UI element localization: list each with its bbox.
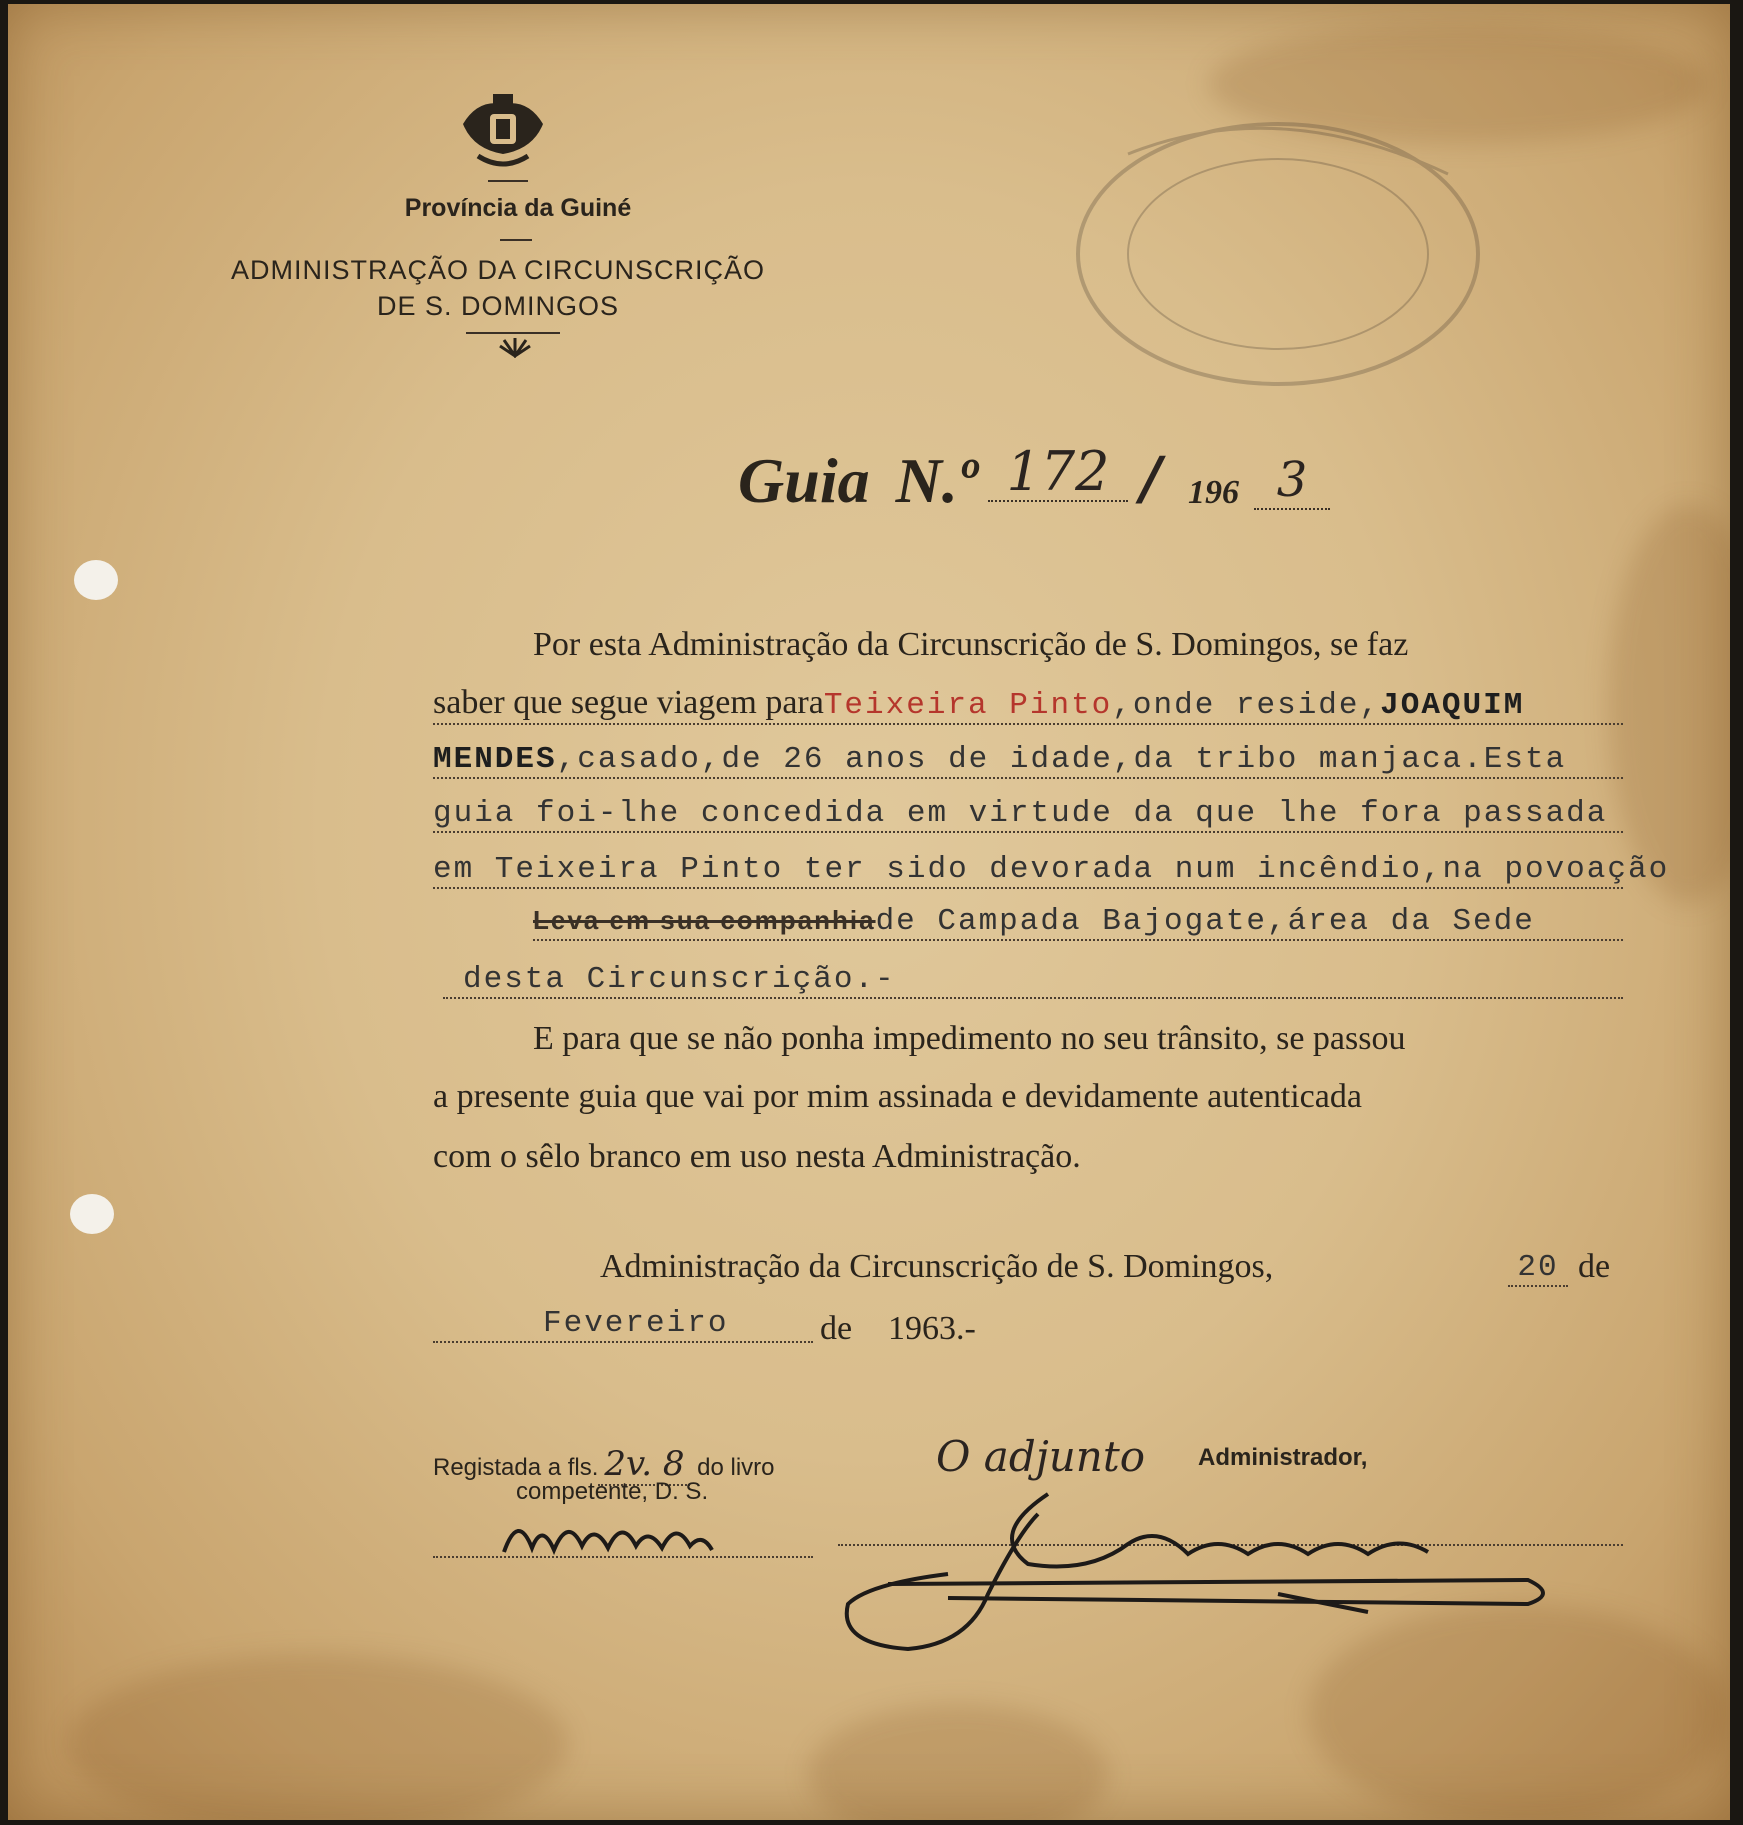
signature-title-printed: Administrador, <box>1198 1444 1368 1471</box>
guia-year-suffix: 3 <box>1254 452 1330 510</box>
body-line-3 <box>433 742 1623 779</box>
body-line-10: com o sêlo branco em uso nesta Administração. <box>433 1138 1081 1175</box>
registry-initials: D. S. <box>654 1478 709 1505</box>
registry-signature <box>498 1502 718 1566</box>
administration-line-1: ADMINISTRAÇÃO DA CIRCUNSCRIÇÃO <box>230 255 766 285</box>
punch-hole <box>70 1194 114 1234</box>
punch-hole <box>74 560 118 600</box>
destination-field: Teixeira Pinto <box>823 688 1113 723</box>
registry-text-3: competente, <box>516 1478 649 1505</box>
divider <box>488 180 528 182</box>
body-line-6 <box>533 904 1623 941</box>
registry-text-1: Registada a fls. <box>433 1454 599 1481</box>
date-year: 1963.- <box>888 1310 976 1347</box>
stain <box>808 1704 1108 1820</box>
faint-stamp <box>1048 94 1508 394</box>
signature-title-handwritten: O adjunto <box>936 1432 1145 1481</box>
registry-folio: 2v. 8 <box>598 1444 690 1486</box>
date-de-2: de <box>820 1310 853 1347</box>
document-paper <box>8 4 1730 1820</box>
body-line-1: Por esta Administração da Circunscrição de S. Domingos, se faz <box>533 626 1409 663</box>
body-line-2 <box>433 684 1623 725</box>
person-name-last: MENDES <box>433 742 557 777</box>
administration-line-2: DE S. DOMINGOS <box>376 291 620 321</box>
struck-text: Leva em sua companhia <box>533 905 876 935</box>
ornament-icon <box>498 336 532 358</box>
body-line-2-rest: ,onde reside, <box>1112 688 1381 723</box>
body-line-7: desta Circunscrição.- <box>443 962 1623 999</box>
body-line-3-rest: ,casado,de 26 anos de idade,da tribo manjaca.Esta <box>556 742 1567 777</box>
date-day: 20 <box>1508 1250 1568 1287</box>
stain <box>1608 504 1730 904</box>
province-title: Província da Guiné <box>404 194 632 222</box>
body-line-5: em Teixeira Pinto ter sido devorada num incêndio,na povoação <box>433 852 1670 887</box>
body-line-2-prefix: saber que segue viagem para <box>433 684 824 721</box>
administrator-signature <box>828 1474 1558 1654</box>
coat-of-arms-icon <box>448 94 558 174</box>
guia-heading <box>738 444 977 518</box>
guia-number-label: N.º <box>895 445 977 516</box>
divider <box>466 332 560 334</box>
date-place: Administração da Circunscrição de S. Domingos, <box>600 1248 1274 1285</box>
date-de-1: de <box>1578 1248 1611 1285</box>
divider <box>500 239 532 241</box>
guia-number: 172 <box>988 440 1128 502</box>
guia-separator: / <box>1140 444 1162 512</box>
date-month: Fevereiro <box>433 1306 813 1343</box>
stain <box>68 1654 568 1820</box>
body-line-6-rest: de Campada Bajogate,área da Sede <box>875 904 1535 939</box>
body-line-9: a presente guia que vai por mim assinada e devidamente autenticada <box>433 1078 1362 1115</box>
registry-text-2: do livro <box>697 1454 775 1481</box>
person-name-first: JOAQUIM <box>1380 688 1525 723</box>
guia-label: Guia <box>738 445 870 516</box>
guia-year-prefix: 196 <box>1188 474 1239 511</box>
administration-title <box>228 252 768 324</box>
body-line-8: E para que se não ponha impedimento no seu trânsito, se passou <box>533 1020 1406 1057</box>
body-line-4: guia foi-lhe concedida em virtude da que lhe fora passada <box>433 796 1623 833</box>
